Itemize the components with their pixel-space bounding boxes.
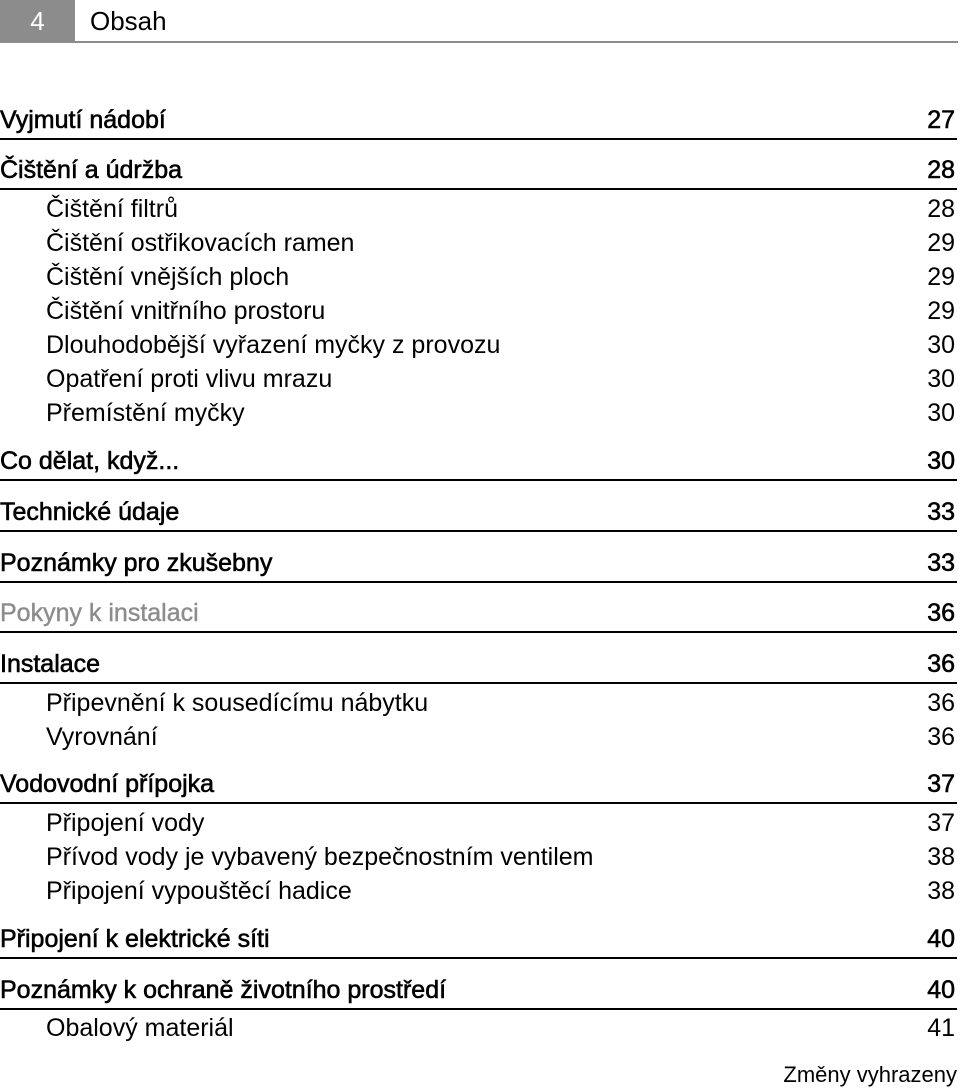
toc-entry-title: Obalový materiál (46, 1014, 234, 1042)
toc-entry-page: 36 (927, 723, 955, 751)
toc-entry-title: Připojení k elektrické síti (0, 925, 270, 953)
footer-note: Změny vyhrazeny (783, 1062, 957, 1087)
toc-entry-title: Přívod vody je vybavený bezpečnostním ventilem (46, 843, 594, 871)
toc-entry[interactable] (0, 548, 957, 583)
toc-entry-title: Dlouhodobější vyřazení myčky z provozu (46, 331, 501, 359)
toc-entry-page: 30 (927, 399, 955, 427)
toc-subentry[interactable] (0, 228, 957, 258)
toc-entry-title: Připojení vody (46, 809, 205, 837)
toc-entry-title: Přemístění myčky (46, 399, 245, 427)
toc-subentry[interactable] (0, 296, 957, 326)
toc-entry-title: Opatření proti vlivu mrazu (46, 365, 333, 393)
toc-subentry[interactable] (0, 842, 957, 872)
toc-subentry[interactable] (0, 876, 957, 906)
toc-entry[interactable] (0, 446, 957, 481)
toc-entry-title: Vodovodní přípojka (0, 770, 215, 798)
toc-entry-title: Připojení vypouštěcí hadice (46, 877, 352, 905)
toc-entry-page: 41 (927, 1014, 955, 1042)
toc-subentry[interactable] (0, 364, 957, 394)
toc-entry-page: 33 (927, 549, 955, 577)
toc-entry-page: 28 (927, 195, 955, 223)
toc-subentry[interactable] (0, 262, 957, 292)
toc-subentry[interactable] (0, 398, 957, 428)
toc-entry[interactable] (0, 155, 957, 190)
toc-entry-title: Čištění vnitřního prostoru (46, 297, 326, 325)
toc-subentry[interactable] (0, 1013, 957, 1043)
toc-entry-page: 29 (927, 263, 955, 291)
toc-entry-title: Pokyny k instalaci (0, 599, 199, 627)
toc-entry-page: 33 (927, 498, 955, 526)
toc-entry-title: Co dělat, když... (0, 447, 180, 475)
toc-entry[interactable] (0, 105, 957, 140)
toc-entry-title: Připevnění k sousedícímu nábytku (46, 689, 429, 717)
toc-entry-title: Čištění vnějších ploch (46, 263, 290, 291)
toc-entry-page: 38 (927, 877, 955, 905)
toc-entry[interactable] (0, 975, 957, 1010)
toc-entry[interactable] (0, 598, 957, 633)
toc-entry-title: Technické údaje (0, 498, 180, 526)
toc-subentry[interactable] (0, 722, 957, 752)
toc-entry-page: 36 (927, 689, 955, 717)
toc-entry-page: 29 (927, 229, 955, 257)
toc-entry-page: 40 (927, 976, 955, 1004)
page-title: Obsah (90, 6, 167, 36)
toc-entry-page: 37 (927, 770, 955, 798)
toc-entry[interactable] (0, 649, 957, 684)
toc-entry[interactable] (0, 769, 957, 804)
toc-entry-title: Vyrovnání (46, 723, 158, 751)
toc-entry-title: Instalace (0, 650, 101, 678)
toc-entry-title: Poznámky pro zkušebny (0, 549, 273, 577)
toc-entry-title: Poznámky k ochraně životního prostředí (0, 976, 447, 1004)
toc-entry-title: Vyjmutí nádobí (0, 106, 166, 134)
toc-entry-title: Čištění a údržba (0, 156, 183, 184)
toc-entry-page: 36 (927, 650, 955, 678)
toc-entry-page: 29 (927, 297, 955, 325)
toc-subentry[interactable] (0, 688, 957, 718)
toc-entry-page: 38 (927, 843, 955, 871)
toc-subentry[interactable] (0, 808, 957, 838)
toc-entry-page: 36 (927, 599, 955, 627)
toc-entry-page: 30 (927, 447, 955, 475)
toc-entry-page: 28 (927, 156, 955, 184)
toc-entry[interactable] (0, 497, 957, 532)
toc-subentry[interactable] (0, 330, 957, 360)
toc-entry-page: 27 (927, 106, 955, 134)
toc-entry-page: 37 (927, 809, 955, 837)
toc-entry-page: 40 (927, 925, 955, 953)
toc-entry[interactable] (0, 924, 957, 959)
toc-subentry[interactable] (0, 194, 957, 224)
toc-entry-title: Čištění ostřikovacích ramen (46, 229, 355, 257)
page-number-badge: 4 (0, 0, 75, 41)
toc-entry-title: Čištění filtrů (46, 195, 178, 223)
toc-entry-page: 30 (927, 365, 955, 393)
toc-entry-page: 30 (927, 331, 955, 359)
